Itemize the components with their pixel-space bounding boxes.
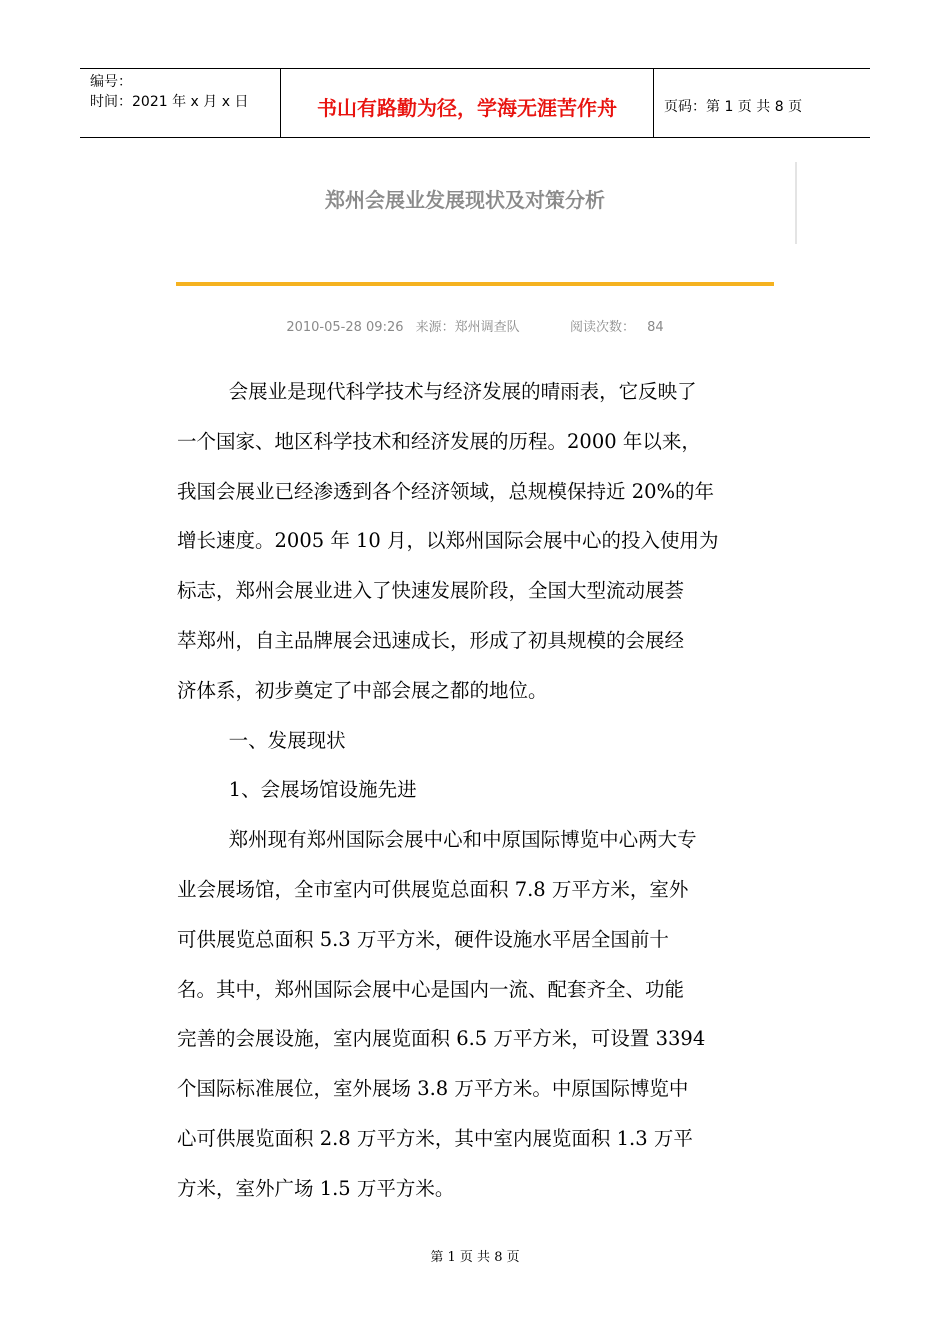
read-count: 84 — [647, 320, 664, 335]
time-label: 时间：2021 年 x 月 x 日 — [90, 94, 249, 110]
article-datetime: 2010-05-28 09:26 — [286, 320, 404, 335]
paragraph-line: 郑州现有郑州国际会展中心和中原国际博览中心两大专 — [228, 828, 697, 852]
motto: 书山有路勤为径，学海无涯苦作舟 — [317, 96, 617, 120]
paragraph — [177, 815, 777, 1213]
paragraph-line: 完善的会展设施，室内展览面积 6.5 万平方米，可设置 3394 — [177, 1027, 706, 1051]
paragraph-line: 个国际标准展位，室外展场 3.8 万平方米。中原国际博览中 — [177, 1077, 689, 1101]
paragraph-line: 方米，室外广场 1.5 万平方米。 — [177, 1176, 455, 1200]
article-body — [177, 367, 777, 1214]
paragraph-line: 一、发展现状 — [228, 728, 346, 752]
paragraph — [177, 716, 777, 766]
paragraph-line: 济体系，初步奠定了中部会展之都的地位。 — [177, 678, 548, 702]
header-motto-cell — [281, 69, 654, 137]
paragraph-line: 心可供展览面积 2.8 万平方米，其中室内展览面积 1.3 万平 — [177, 1126, 693, 1150]
paragraph — [177, 367, 777, 716]
page-info: 页码：第 1 页 共 8 页 — [664, 99, 803, 115]
read-count-label: 阅读次数： — [569, 320, 635, 335]
page-footer: 第 1 页 共 8 页 — [430, 1250, 520, 1265]
paragraph-line: 会展业是现代科学技术与经济发展的晴雨表，它反映了 — [228, 380, 697, 403]
paragraph-line: 增长速度。2005 年 10 月，以郑州国际会展中心的投入使用为 — [177, 529, 719, 553]
header-page-cell — [654, 69, 870, 137]
article-title: 郑州会展业发展现状及对策分析 — [325, 188, 605, 212]
article-meta — [0, 316, 950, 335]
paragraph-line: 业会展场馆，全市室内可供展览总面积 7.8 万平方米，室外 — [177, 877, 689, 901]
paragraph-line: 名。其中，郑州国际会展中心是国内一流、配套齐全、功能 — [177, 977, 685, 1001]
paragraph-line: 我国会展业已经渗透到各个经济领域，总规模保持近 20%的年 — [177, 479, 715, 503]
article-source: 来源：郑州调查队 — [415, 320, 520, 335]
paragraph — [177, 765, 777, 815]
header-info-cell — [80, 69, 281, 137]
header-table — [80, 68, 870, 138]
paragraph-line: 萃郑州，自主品牌展会迅速成长，形成了初具规模的会展经 — [177, 628, 685, 652]
paragraph-line: 标志，郑州会展业进入了快速发展阶段，全国大型流动展荟 — [177, 579, 685, 603]
serial-label: 编号： — [90, 74, 132, 90]
paragraph-line: 1、会展场馆设施先进 — [228, 778, 417, 802]
title-underline — [176, 282, 774, 286]
paragraph-line: 可供展览总面积 5.3 万平方米，硬件设施水平居全国前十 — [177, 927, 669, 951]
paragraph-line: 一个国家、地区科学技术和经济发展的历程。2000 年以来， — [177, 429, 701, 453]
